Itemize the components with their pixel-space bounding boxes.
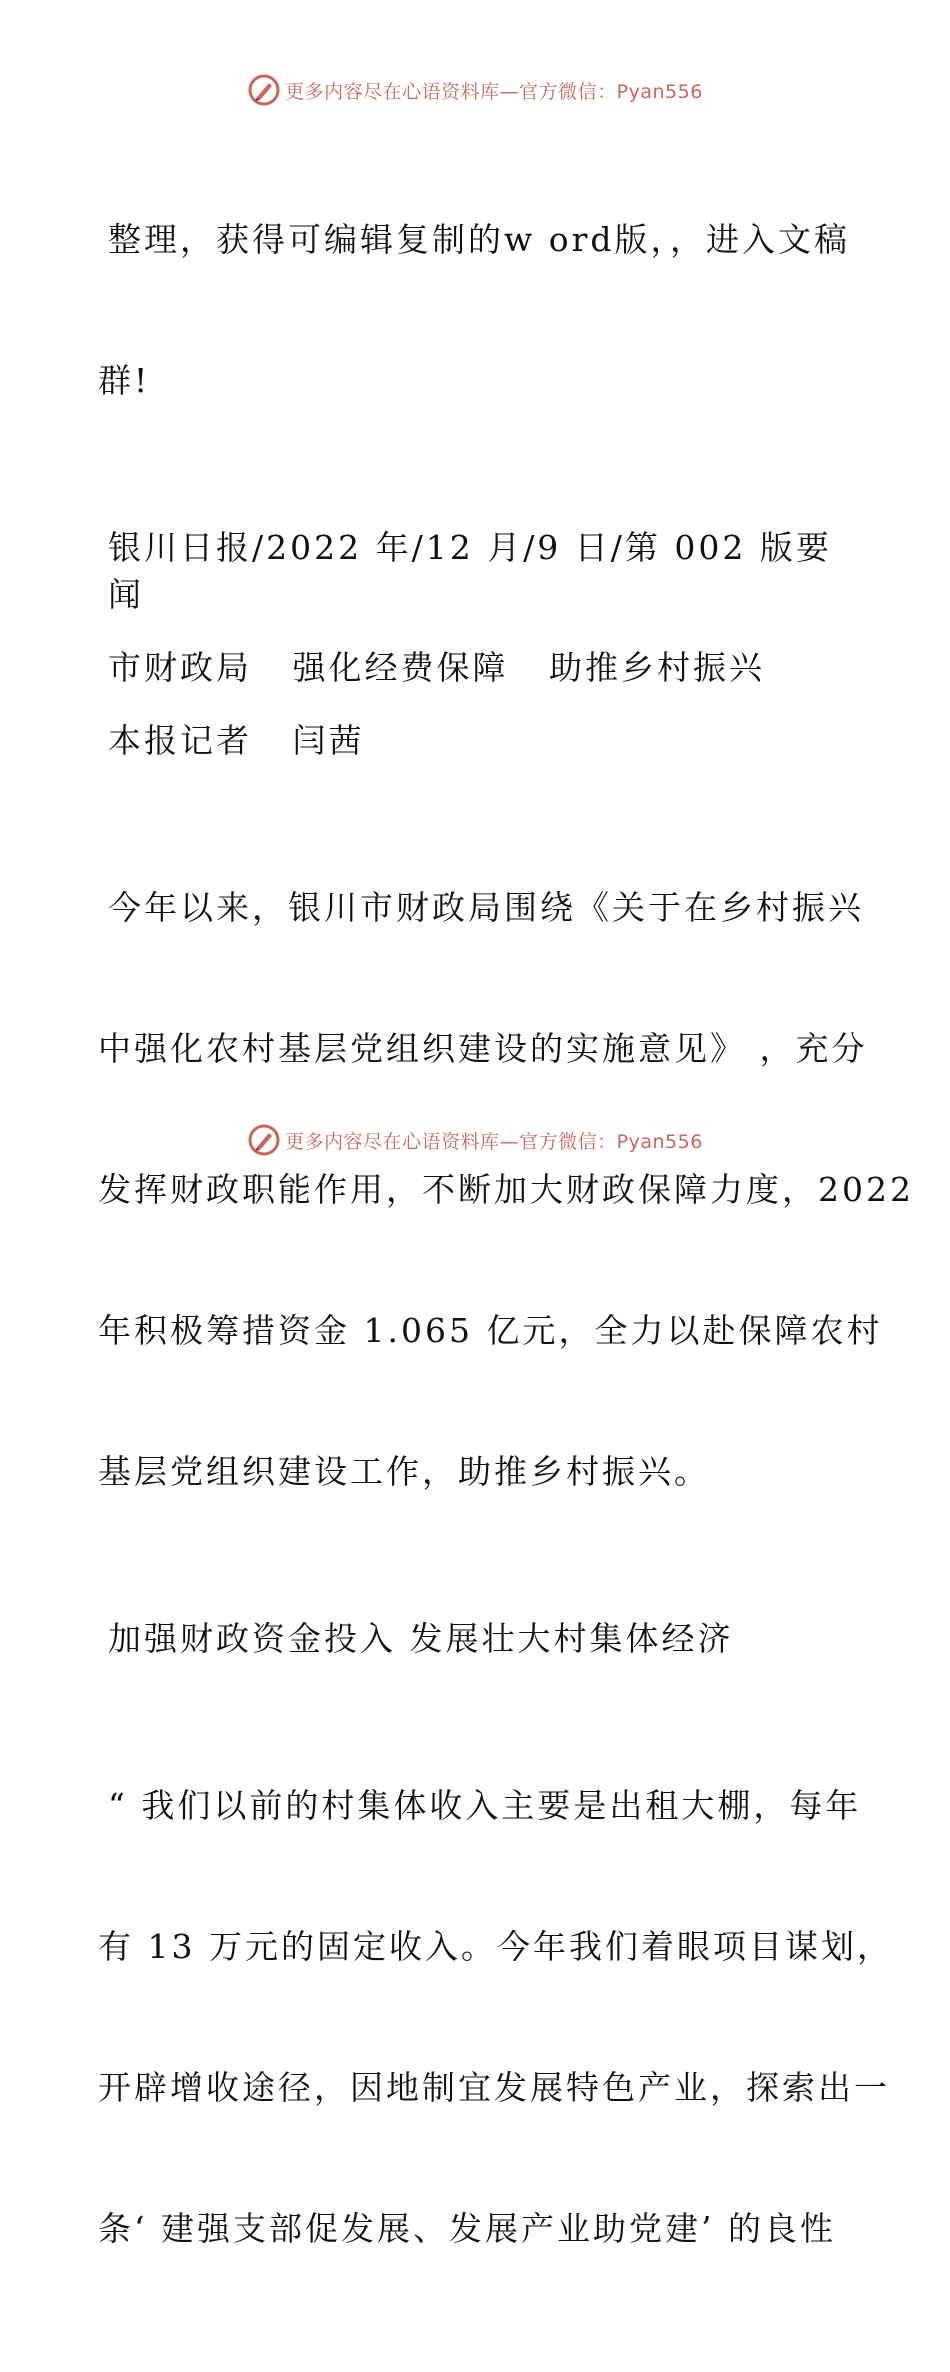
pen-logo-icon — [247, 1123, 281, 1157]
intro-paragraph — [98, 122, 858, 498]
article-headline: 市财政局 强化经费保障 助推乡村振兴 — [108, 648, 765, 687]
paragraph-line: 年积极筹措资金 1.065 亿元，全力以赴保障农村 — [98, 1311, 883, 1350]
intro-line: 群! — [98, 361, 151, 400]
document-body — [98, 122, 914, 2372]
paragraph-line: 中强化农村基层党组织建设的实施意见》 ，充分 — [98, 1029, 868, 1068]
pen-logo-icon — [247, 73, 281, 107]
paragraph-1 — [98, 790, 914, 1589]
paragraph-line: 开辟增收途径，因地制宜发展特色产业，探索出一 — [98, 2068, 890, 2107]
paragraph-line: 今年以来，银川市财政局围绕《关于在乡村振兴 — [108, 888, 864, 927]
watermark-text: 更多内容尽在心语资料库—官方微信：Pyan556 — [285, 1130, 703, 1153]
byline: 本报记者 闫茜 — [108, 721, 365, 760]
watermark-header — [0, 70, 950, 110]
paragraph-line: 有 13 万元的固定收入。今年我们着眼项目谋划， — [98, 1927, 893, 1966]
paragraph-line: 发挥财政职能作用，不断加大财政保障力度，2022 — [98, 1170, 914, 1209]
paragraph-line: 基层党组织建设工作，助推乡村振兴。 — [98, 1452, 710, 1491]
paragraph-2 — [98, 1688, 893, 2346]
paragraph-line: 条‘ 建强支部促发展、发展产业助党建’ 的良性 — [98, 2209, 836, 2248]
paragraph-line: “ 我们以前的村集体收入主要是出租大棚，每年 — [108, 1786, 862, 1825]
watermark-text: 更多内容尽在心语资料库—官方微信：Pyan556 — [285, 80, 703, 103]
source-line: 银川日报/2022 年/12 月/9 日/第 002 版要闻 — [108, 528, 832, 614]
watermark-footer — [0, 1120, 950, 1160]
subheading: 加强财政资金投入 发展壮大村集体经济 — [108, 1619, 734, 1658]
intro-line: 整理，获得可编辑复制的w ord版，，进入文稿 — [108, 220, 851, 259]
